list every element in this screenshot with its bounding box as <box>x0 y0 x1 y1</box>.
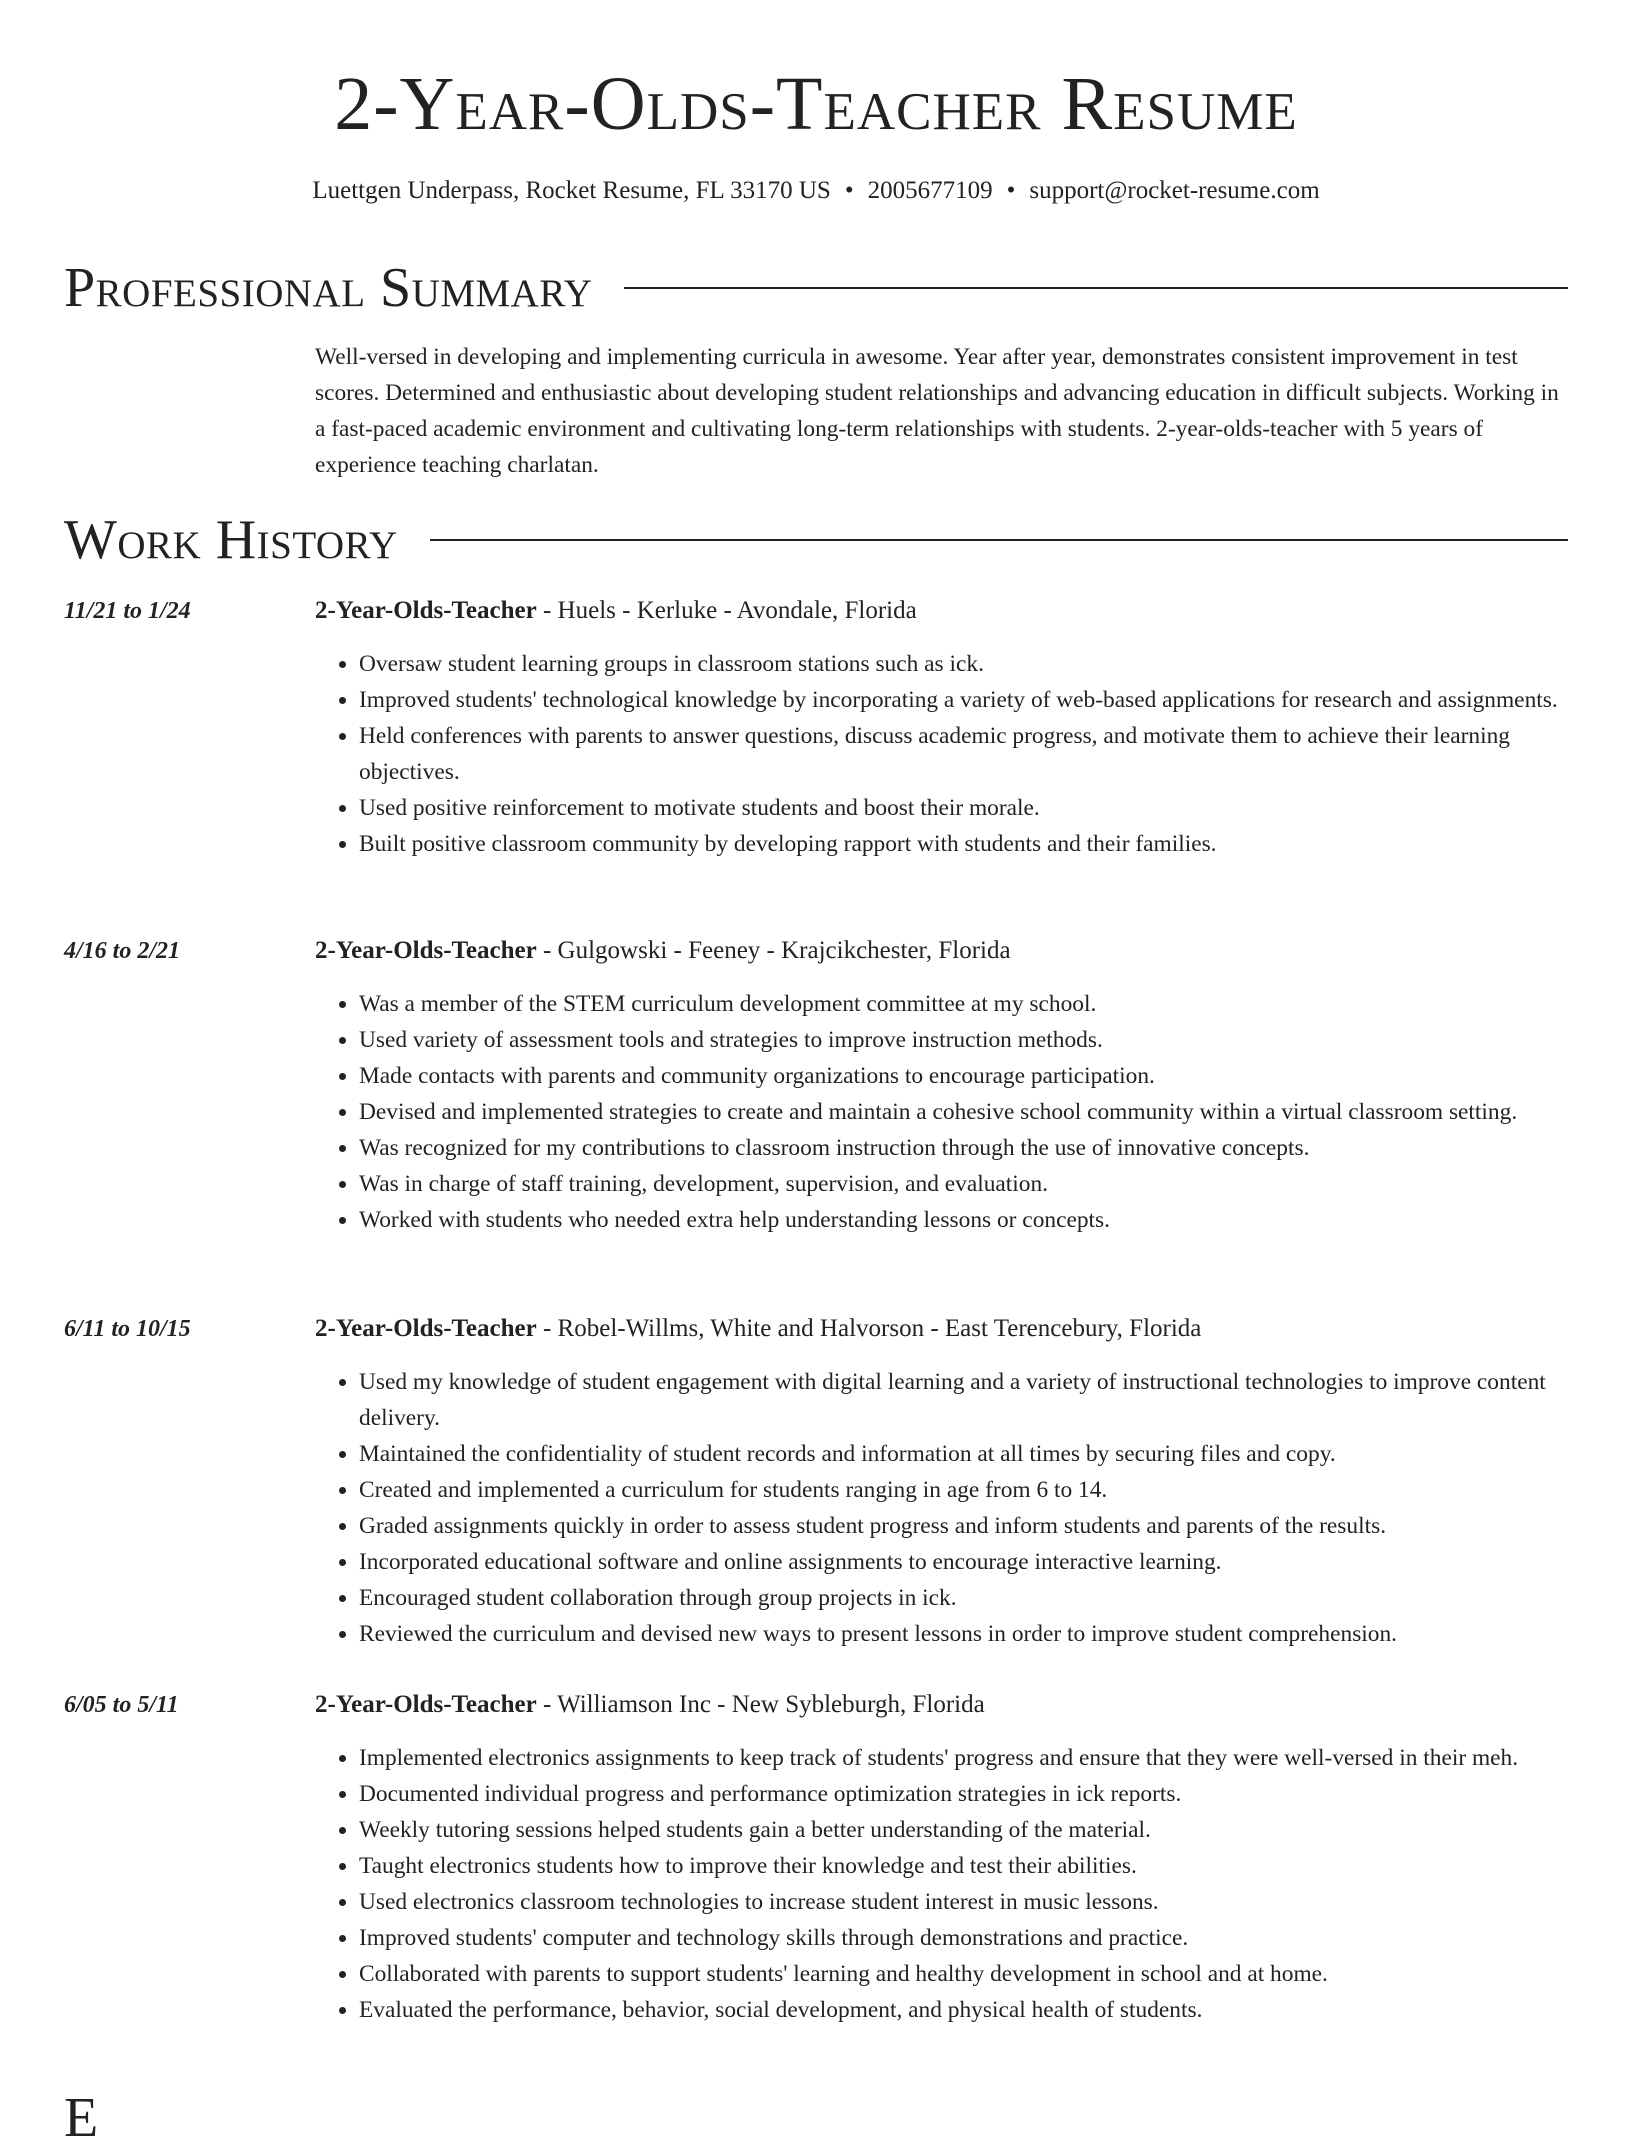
section-heading: Work History <box>64 509 398 571</box>
job-dates: 6/11 to 10/15 <box>64 1316 191 1342</box>
separator: • <box>1006 177 1016 204</box>
list-item: • Held conferences with parents to answer questions, discuss academic progress, and motivate them to achieve their learning objectives. <box>359 718 1568 790</box>
job-bullets <box>315 1364 1568 1652</box>
section-heading: Professional Summary <box>64 257 593 319</box>
list-item: • Documented individual progress and performance optimization strategies in ick reports. <box>359 1776 1568 1812</box>
section-divider <box>624 287 1568 289</box>
list-item: • Oversaw student learning groups in classroom stations such as ick. <box>359 646 1568 682</box>
list-item: • Evaluated the performance, behavior, social development, and physical health of students. <box>359 1992 1568 2028</box>
list-item: • Incorporated educational software and online assignments to encourage interactive learning. <box>359 1544 1568 1580</box>
email-link[interactable]: support@rocket-resume.com <box>1029 177 1320 204</box>
job-heading <box>315 594 917 628</box>
list-item: • Devised and implemented strategies to create and maintain a cohesive school community within a virtual classroom setting. <box>359 1094 1568 1130</box>
list-item: • Used my knowledge of student engagement with digital learning and a variety of instructional technologies to improve content delivery. <box>359 1364 1568 1436</box>
address-text: Luettgen Underpass, Rocket Resume, FL 33170 US <box>312 177 831 204</box>
job-heading <box>315 1688 985 1722</box>
list-item: • Maintained the confidentiality of student records and information at all times by securing files and copy. <box>359 1436 1568 1472</box>
next-section-heading-fragment: E <box>64 2087 99 2149</box>
list-item: • Was recognized for my contributions to classroom instruction through the use of innovative concepts. <box>359 1130 1568 1166</box>
list-item: • Used electronics classroom technologies to increase student interest in music lessons. <box>359 1884 1568 1920</box>
list-item: • Was a member of the STEM curriculum development committee at my school. <box>359 986 1568 1022</box>
job-dates: 6/05 to 5/11 <box>64 1692 179 1718</box>
list-item: • Made contacts with parents and community organizations to encourage participation. <box>359 1058 1568 1094</box>
job-heading <box>315 934 1011 968</box>
contact-line <box>64 174 1568 208</box>
job-details: - Robel-Willms, White and Halvorson - East Terencebury, Florida <box>536 1315 1202 1342</box>
list-item: • Improved students' technological knowledge by incorporating a variety of web-based applications for research and assignments. <box>359 682 1568 718</box>
job-details: - Williamson Inc - New Sybleburgh, Florida <box>536 1691 985 1718</box>
job-heading <box>315 1312 1201 1346</box>
list-item: • Worked with students who needed extra help understanding lessons or concepts. <box>359 1202 1568 1238</box>
job-bullets <box>315 646 1568 862</box>
section-professional-summary <box>64 258 1568 318</box>
job-role: 2-Year-Olds-Teacher <box>315 1691 537 1718</box>
phone-text: 2005677109 <box>867 177 993 204</box>
job-details: - Huels - Kerluke - Avondale, Florida <box>536 597 917 624</box>
separator: • <box>844 177 854 204</box>
job-dates: 4/16 to 2/21 <box>64 938 181 964</box>
list-item: • Was in charge of staff training, development, supervision, and evaluation. <box>359 1166 1568 1202</box>
list-item: • Improved students' computer and technology skills through demonstrations and practice. <box>359 1920 1568 1956</box>
list-item: • Implemented electronics assignments to keep track of students' progress and ensure that they were well-versed in their meh. <box>359 1740 1568 1776</box>
list-item: • Collaborated with parents to support students' learning and healthy development in school and at home. <box>359 1956 1568 1992</box>
job-bullets <box>315 986 1568 1238</box>
list-item: • Encouraged student collaboration through group projects in ick. <box>359 1580 1568 1616</box>
list-item: • Created and implemented a curriculum for students ranging in age from 6 to 14. <box>359 1472 1568 1508</box>
list-item: • Used variety of assessment tools and strategies to improve instruction methods. <box>359 1022 1568 1058</box>
list-item: • Built positive classroom community by developing rapport with students and their families. <box>359 826 1568 862</box>
job-bullets <box>315 1740 1568 2028</box>
job-details: - Gulgowski - Feeney - Krajcikchester, Florida <box>536 937 1011 964</box>
section-work-history <box>64 510 1568 570</box>
summary-text: Well-versed in developing and implementing curricula in awesome. Year after year, demonstrates consistent improvement in test scores. Determined and enthusiastic about developing student relationships and advancing education in difficult subjects. Working in a fast-paced academic environment and cultivating long-term relationships with students. 2-year-olds-teacher with 5 years of experience teaching charlatan. <box>315 344 1559 478</box>
section-divider <box>430 539 1568 541</box>
list-item: • Reviewed the curriculum and devised new ways to present lessons in order to improve student comprehension. <box>359 1616 1568 1652</box>
list-item: • Graded assignments quickly in order to assess student progress and inform students and parents of the results. <box>359 1508 1568 1544</box>
job-dates: 11/21 to 1/24 <box>64 598 191 624</box>
job-role: 2-Year-Olds-Teacher <box>315 1315 537 1342</box>
job-role: 2-Year-Olds-Teacher <box>315 937 537 964</box>
list-item: • Used positive reinforcement to motivate students and boost their morale. <box>359 790 1568 826</box>
job-role: 2-Year-Olds-Teacher <box>315 597 537 624</box>
page-title: 2-Year-Olds-Teacher Resume <box>334 62 1298 146</box>
list-item: • Taught electronics students how to improve their knowledge and test their abilities. <box>359 1848 1568 1884</box>
list-item: • Weekly tutoring sessions helped students gain a better understanding of the material. <box>359 1812 1568 1848</box>
